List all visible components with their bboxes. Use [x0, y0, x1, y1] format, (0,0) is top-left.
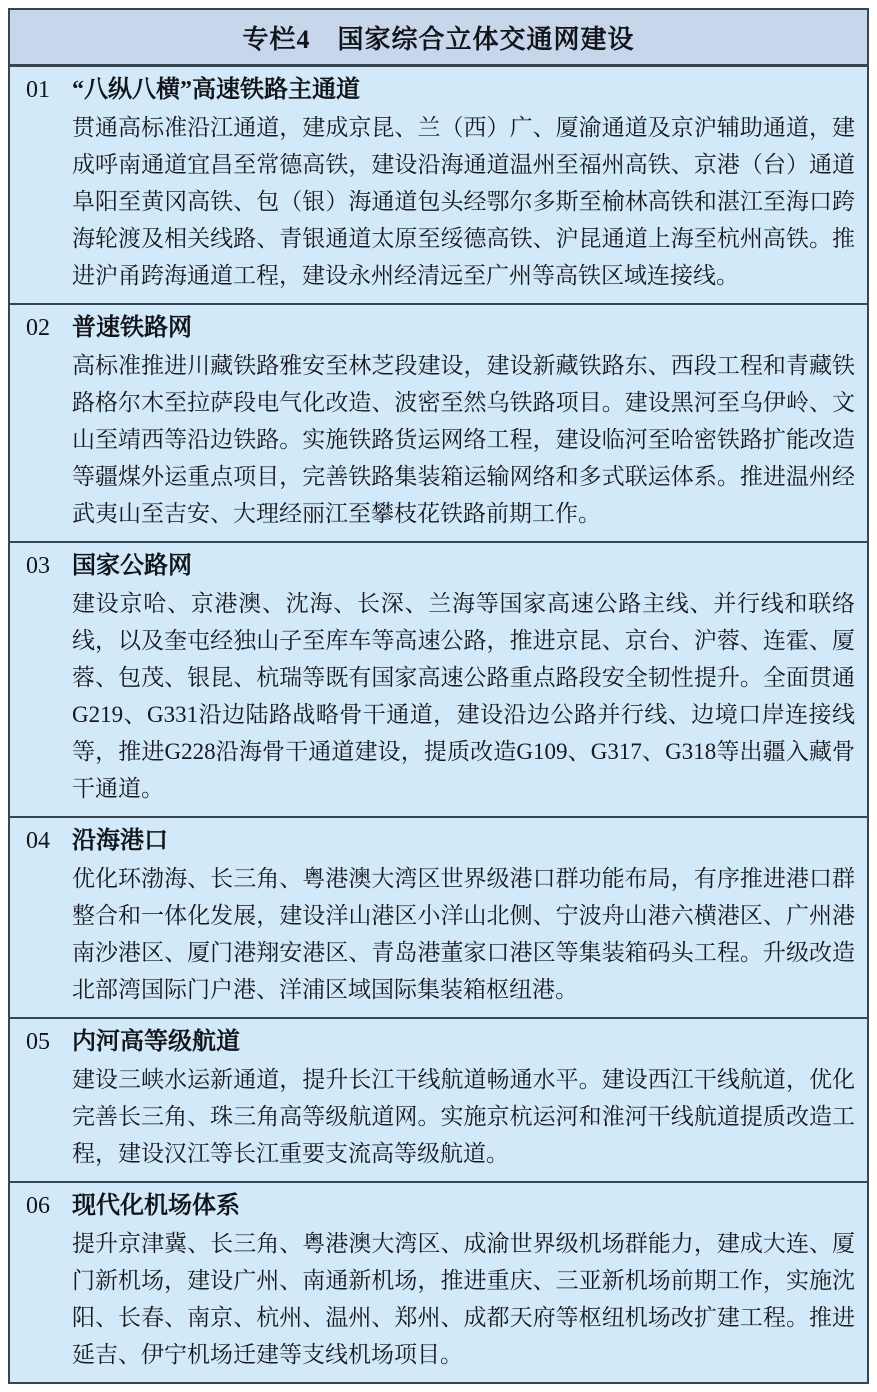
- section-body-text: 建设京哈、京港澳、沈海、长深、兰海等国家高速公路主线、并行线和联络线，以及奎屯经独山子至库车等高速公路，推进京昆、京台、沪蓉、连霍、厦蓉、包茂、银昆、杭瑞等既有国家高速公路重点路段安全韧性提升。全面贯通G219、G331沿边陆路战略骨干通道，建设沿边公路并行线、边境口岸连接线等，推进G228沿海骨干通道建设，提质改造G109、G317、G318等出疆入藏骨干通道。: [72, 591, 855, 801]
- section-body-text: 建设三峡水运新通道，提升长江干线航道畅通水平。建设西江干线航道，优化完善长三角、珠三角高等级航道网。实施京杭运河和淮河干线航道提质改造工程，建设汉江等长江重要支流高等级航道。: [72, 1067, 855, 1166]
- section-list: [10, 67, 867, 1382]
- section-number: 01: [26, 77, 50, 103]
- column-box-panel: [8, 8, 869, 1384]
- section-number: 02: [26, 315, 50, 341]
- section-05: [10, 1017, 867, 1181]
- section-number: 06: [26, 1193, 50, 1219]
- section-01: [10, 67, 867, 303]
- section-03: [10, 541, 867, 816]
- section-number: 05: [26, 1029, 50, 1055]
- section-header: [26, 548, 857, 585]
- section-header: [26, 72, 857, 109]
- section-heading: 普速铁路网: [72, 315, 192, 341]
- section-body-text: 高标准推进川藏铁路雅安至林芝段建设，建设新藏铁路东、西段工程和青藏铁路格尔木至拉萨段电气化改造、波密至然乌铁路项目。建设黑河至乌伊岭、文山至靖西等沿边铁路。实施铁路货运网络工程，建设临河至哈密铁路扩能改造等疆煤外运重点项目，完善铁路集装箱运输网络和多式联运体系。推进温州经武夷山至吉安、大理经丽江至攀枝花铁路前期工作。: [72, 353, 855, 526]
- section-body-text: 贯通高标准沿江通道，建成京昆、兰（西）广、厦渝通道及京沪辅助通道，建成呼南通道宜昌至常德高铁，建设沿海通道温州至福州高铁、京港（台）通道阜阳至黄冈高铁、包（银）海通道包头经鄂尔多斯至榆林高铁和湛江至海口跨海轮渡及相关线路、青银通道太原至绥德高铁、沪昆通道上海至杭州高铁。推进沪甬跨海通道工程，建设永州经清远至广州等高铁区域连接线。: [72, 115, 855, 288]
- section-heading: 现代化机场体系: [72, 1193, 240, 1219]
- section-number: 03: [26, 553, 50, 579]
- section-header: [26, 1188, 857, 1225]
- section-header: [26, 823, 857, 860]
- section-06: [10, 1181, 867, 1382]
- section-heading: 沿海港口: [72, 828, 168, 854]
- section-heading: 内河高等级航道: [72, 1029, 240, 1055]
- section-body-text: 提升京津冀、长三角、粤港澳大湾区、成渝世界级机场群能力，建成大连、厦门新机场，建设广州、南通新机场，推进重庆、三亚新机场前期工作，实施沈阳、长春、南京、杭州、温州、郑州、成都天府等枢纽机场改扩建工程。推进延吉、伊宁机场迁建等支线机场项目。: [72, 1231, 855, 1367]
- panel-title: 专栏4 国家综合立体交通网建设: [10, 10, 867, 67]
- section-heading: “八纵八横”高速铁路主通道: [72, 77, 360, 103]
- section-number: 04: [26, 828, 50, 854]
- section-header: [26, 310, 857, 347]
- section-header: [26, 1024, 857, 1061]
- section-02: [10, 303, 867, 541]
- section-04: [10, 816, 867, 1017]
- section-heading: 国家公路网: [72, 553, 192, 579]
- section-body-text: 优化环渤海、长三角、粤港澳大湾区世界级港口群功能布局，有序推进港口群整合和一体化发展，建设洋山港区小洋山北侧、宁波舟山港六横港区、广州港南沙港区、厦门港翔安港区、青岛港董家口港区等集装箱码头工程。升级改造北部湾国际门户港、洋浦区域国际集装箱枢纽港。: [72, 866, 855, 1002]
